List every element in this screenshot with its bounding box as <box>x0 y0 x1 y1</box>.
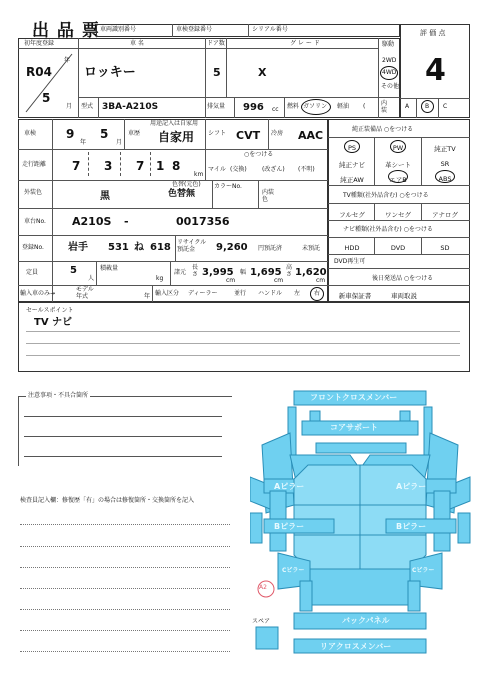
reg-class: 531 <box>108 242 129 253</box>
swap-exchange: (交換) <box>230 166 247 173</box>
interior-c: C <box>443 103 448 110</box>
equip-abs-circle <box>435 170 455 183</box>
model-year-label: モデル年式 <box>76 286 94 300</box>
repaint-value: 色替無 <box>168 189 196 199</box>
frame-diagram <box>250 385 480 660</box>
recycle-value: 9,260 <box>216 242 248 253</box>
equip-aw: 純正AW <box>340 176 364 184</box>
length-cm: cm <box>226 277 236 284</box>
handle-label: ハンドル <box>258 290 283 297</box>
displacement-value: 996 <box>243 102 264 113</box>
color-no-label: カラーNo. <box>214 183 242 190</box>
equipment-header: 純正装備品 ○をつける <box>352 126 414 133</box>
a-pillar-right-label: Aピラー <box>396 482 427 491</box>
reg-num: 618 <box>150 242 171 253</box>
equip-airbag: エアB <box>389 176 407 184</box>
reg-no-label: 登録No. <box>22 244 44 251</box>
core-support-label: コアサポート <box>330 423 378 432</box>
displacement-label: 排気量 <box>207 103 226 110</box>
equip-abs: ABS <box>438 175 452 183</box>
a-pillar-left-label: Aピラー <box>274 482 305 491</box>
first-reg-month-unit: 月 <box>66 103 73 110</box>
sales-point-text: TV ナビ <box>34 317 73 328</box>
car-name-label: 車 名 <box>130 40 144 47</box>
tv-oneseg: ワンセグ <box>385 211 411 219</box>
fuel-light-oil: 軽油 <box>337 103 350 110</box>
color-label: 外装色 <box>24 189 43 196</box>
doors-label: ドア数 <box>207 40 225 47</box>
chassis-label: 車台No. <box>24 218 46 225</box>
use-label: 車歴 <box>128 130 141 137</box>
equip-ps-circle <box>344 140 360 153</box>
b-pillar-right-label: Bピラー <box>396 522 427 531</box>
inspection-month-unit: 月 <box>116 139 123 146</box>
ac-label: 冷房 <box>271 130 284 137</box>
equip-airbag-circle <box>388 170 408 183</box>
interior-b: B <box>425 103 430 110</box>
equip-pw-circle <box>390 140 406 153</box>
doors-value: 5 <box>213 66 221 79</box>
navi-type-label: ナビ種類(社外品含む) ○をつける <box>343 226 433 233</box>
capacity-unit: 人 <box>88 275 95 282</box>
rear-cross-label: リアクロスメンバー <box>320 642 392 651</box>
swap-unknown: (不明) <box>298 166 315 173</box>
interior-a: A <box>405 103 410 110</box>
width-cm: cm <box>274 277 284 284</box>
mileage-digit-3: 7 <box>136 159 145 173</box>
length-label: 長さ <box>192 264 199 278</box>
dvd-playback: DVD再生可 <box>334 258 366 265</box>
chassis-model: A210S <box>72 215 112 228</box>
mileage-circle-note: ○をつける <box>244 151 274 158</box>
interior-circle <box>421 100 434 113</box>
reg-kana: ね <box>134 242 144 253</box>
navi-dvd: DVD <box>390 244 406 252</box>
height-value: 1,620 <box>295 267 327 278</box>
later-warranty: 新車保証書 <box>338 292 372 300</box>
equip-pw: PW <box>392 144 404 152</box>
spare-label: スペア <box>252 618 271 625</box>
interior-label: 内装 <box>381 100 388 114</box>
reg-label: 車検登録番号 <box>176 26 213 33</box>
equip-ps: PS <box>347 144 357 152</box>
model-year-suffix: 年 <box>144 293 151 300</box>
height-cm: cm <box>316 277 326 284</box>
navi-hdd: HDD <box>344 244 360 252</box>
inspection-label: 車検 <box>24 130 37 137</box>
later-label: 後日発送品 ○をつける <box>372 275 434 282</box>
dims-label: 諸元 <box>174 269 187 276</box>
recycle-none: 未預託 <box>302 245 321 252</box>
mileage-label: 走行距離 <box>22 161 47 168</box>
drive-2wd: 2WD <box>382 57 397 64</box>
sales-point-block <box>18 302 470 372</box>
sales-point-label: セールスポイント <box>26 307 74 314</box>
color-top-note: 色替(元色) <box>172 181 201 188</box>
mileage-km: km <box>194 171 204 178</box>
damage-mark: A2 <box>259 584 267 591</box>
import-class-label: 輸入区分 <box>155 290 180 297</box>
use-value: 自家用 <box>158 130 195 144</box>
import-dealer: ディーラー <box>188 290 218 297</box>
caution-label: 注意事項・不具合箇所 <box>28 392 89 399</box>
tv-type-label: TV種類(社外品含む) ○をつける <box>343 192 429 199</box>
model-label: 型式 <box>81 103 94 110</box>
score-value: 4 <box>425 53 446 88</box>
shift-label: シフト <box>208 130 227 137</box>
mileage-digit-1: 7 <box>72 159 81 173</box>
tv-fullseg: フルセグ <box>339 211 365 219</box>
load-label: 積載量 <box>100 265 119 272</box>
equip-leather: 革シート <box>385 161 411 169</box>
swap-tamper: (改ざん) <box>262 166 285 173</box>
equip-sr: SR <box>440 160 450 168</box>
mileage-digit-2: 3 <box>104 159 113 173</box>
lot-label: 車両識別番号 <box>100 26 137 33</box>
serial-label: シリアル番号 <box>252 26 288 33</box>
later-manual: 車両取説 <box>391 292 417 300</box>
c-pillar-left-label: Cピラー <box>282 567 305 574</box>
first-reg-month: 5 <box>42 91 51 105</box>
first-reg-label: 初年度登録 <box>24 40 55 47</box>
chassis-no: 0017356 <box>176 215 230 228</box>
grade-value: X <box>258 66 267 79</box>
handle-left: 左 <box>294 290 301 297</box>
load-kg: kg <box>156 275 164 282</box>
sheet-title: 出 品 票 <box>32 21 100 41</box>
width-value: 1,695 <box>250 267 282 278</box>
mileage-digit-4: 1 <box>156 159 165 173</box>
import-parallel: 並行 <box>234 290 247 297</box>
grade-label: グ レ ー ド <box>290 40 320 47</box>
ac-value: AAC <box>298 129 324 142</box>
interior-color-label: 内装色 <box>262 189 275 203</box>
front-cross-label: フロントクロスメンバー <box>310 393 398 402</box>
height-label: 高さ <box>286 264 293 278</box>
inspection-month: 5 <box>100 127 109 141</box>
first-reg-era: R04 <box>26 65 52 79</box>
model-value: 3BA-A210S <box>102 102 159 112</box>
equip-tv: 純正TV <box>434 145 456 153</box>
handle-right: 右 <box>314 290 321 297</box>
c-pillar-right-label: Cピラー <box>412 567 435 574</box>
inspection-year: 9 <box>66 127 75 141</box>
mileage-digit-5: 8 <box>172 159 181 173</box>
mile-label: マイル <box>208 166 226 173</box>
length-value: 3,995 <box>202 267 234 278</box>
fuel-gasoline: ガソリン <box>303 103 328 110</box>
drive-4wd: 4WD <box>382 69 397 76</box>
use-top-note: 用途記入は自家用 <box>150 120 199 127</box>
color-value: 黒 <box>100 191 110 202</box>
reg-pref: 岩手 <box>68 242 88 253</box>
navi-sd: SD <box>440 244 450 252</box>
inspection-year-unit: 年 <box>80 139 87 146</box>
fuel-circle <box>301 99 331 115</box>
shift-value: CVT <box>236 129 261 142</box>
recycle-unit: 円預託済 <box>258 245 283 252</box>
width-label: 幅 <box>240 269 247 276</box>
import-label: 輸入車のみ→ <box>20 290 56 297</box>
drive-circle <box>380 66 398 80</box>
chassis-dash: - <box>124 215 129 228</box>
fuel-label: 燃料 <box>287 103 300 110</box>
capacity-label: 定員 <box>26 269 39 276</box>
cc-unit: cc <box>272 106 279 113</box>
recycle-label: リサイクル預託金 <box>177 239 207 253</box>
drive-label: 駆動 <box>382 41 395 48</box>
drive-other: その他 <box>381 83 400 90</box>
first-reg-year-unit: 年 <box>64 57 71 64</box>
capacity-value: 5 <box>70 265 77 276</box>
spare-shape <box>256 627 278 649</box>
b-pillar-left-label: Bピラー <box>274 522 305 531</box>
car-name: ロッキー <box>84 65 136 80</box>
tv-analog: アナログ <box>432 211 458 219</box>
inspector-label: 検査員記入欄：修復歴「有」の場合は修復箇所・交換箇所を記入 <box>20 497 195 504</box>
score-label: 評 価 点 <box>420 29 446 37</box>
fuel-paren: ( <box>363 103 366 110</box>
equip-navi: 純正ナビ <box>339 161 365 169</box>
handle-circle <box>310 287 324 301</box>
back-panel-label: バックパネル <box>342 616 390 625</box>
